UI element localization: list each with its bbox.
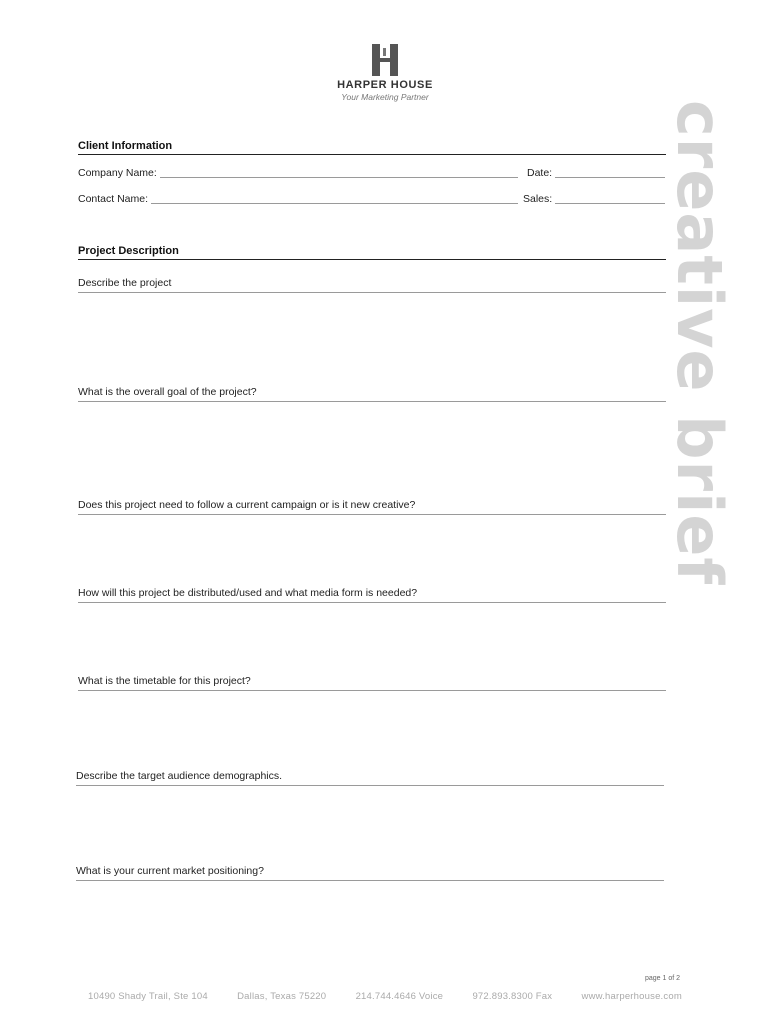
question-distribution[interactable]: How will this project be distributed/used and what media form is needed?	[78, 587, 666, 603]
company-name-label: Company Name:	[78, 167, 157, 179]
date-line[interactable]	[555, 177, 665, 178]
footer	[88, 991, 682, 1002]
sales-field[interactable]	[523, 191, 665, 207]
question-timetable[interactable]: What is the timetable for this project?	[78, 675, 666, 691]
date-label: Date:	[527, 167, 553, 179]
page-number: page 1 of 2	[644, 975, 680, 982]
footer-city: Dallas, Texas 75220	[237, 991, 327, 1002]
creative-brief-watermark: creative brief	[663, 100, 736, 586]
contact-name-label: Contact Name:	[78, 193, 149, 205]
question-campaign[interactable]: Does this project need to follow a current campaign or is it new creative?	[78, 499, 666, 515]
footer-fax: 972.893.8300 Fax	[472, 991, 553, 1002]
h-monogram-icon	[370, 44, 400, 76]
company-name-line[interactable]	[160, 177, 518, 178]
footer-voice: 214.744.4646 Voice	[355, 991, 444, 1002]
contact-name-line[interactable]	[151, 203, 518, 204]
question-overall-goal[interactable]: What is the overall goal of the project?	[78, 386, 666, 402]
contact-name-field[interactable]	[78, 191, 518, 207]
project-description-heading: Project Description	[78, 244, 666, 260]
sales-line[interactable]	[555, 203, 665, 204]
sales-label: Sales:	[523, 193, 553, 205]
logo	[0, 44, 770, 102]
question-market-positioning[interactable]: What is your current market positioning?	[76, 865, 664, 881]
brand-name: HARPER HOUSE	[337, 79, 433, 91]
footer-website: www.harperhouse.com	[581, 991, 682, 1002]
question-describe-project[interactable]: Describe the project	[78, 277, 666, 293]
company-name-field[interactable]	[78, 165, 518, 181]
client-information-heading: Client Information	[78, 139, 666, 155]
date-field[interactable]	[527, 165, 665, 181]
tagline: Your Marketing Partner	[341, 92, 429, 102]
footer-address: 10490 Shady Trail, Ste 104	[88, 991, 208, 1002]
question-target-audience[interactable]: Describe the target audience demographics.	[76, 770, 664, 786]
